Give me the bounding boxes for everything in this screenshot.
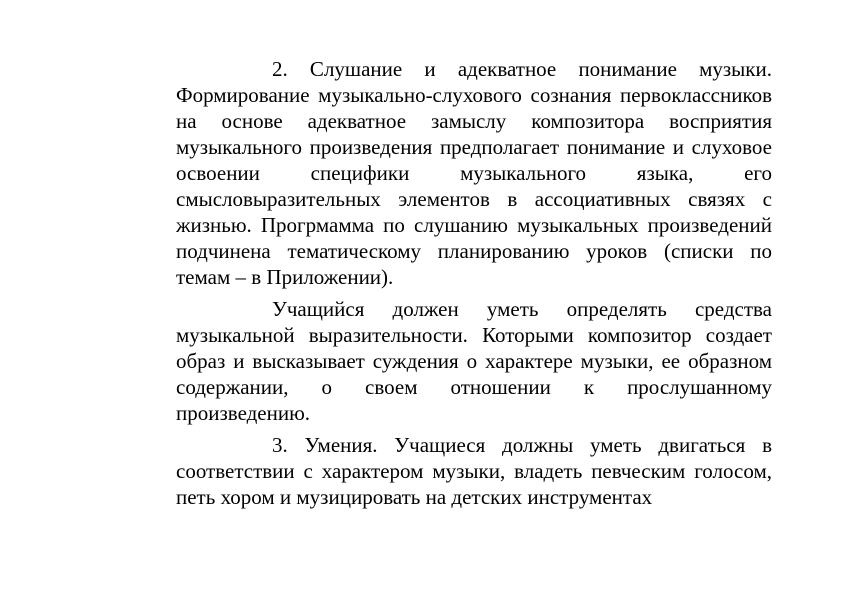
document-body [176,56,772,510]
paragraph-abilities: 3. Умения. Учащиеся должны уметь двигаться в соответствии с характером музыки, владеть певческим голосом, петь хором и музицировать на детских инструментах [176,433,772,509]
paragraph-listening: 2. Слушание и адекватное понимание музыки. Формирование музыкально-слухового сознания первоклассников на основе адекватное замыслу композитора восприятия музыкального произведения предполагает понимание и слуховое освоении специфики музыкального языка, его смысловыразительных элементов в ассоциативных связях с жизнью. Прогрмамма по слушанию музыкальных произведений подчинена тематическому планированию уроков (списки по темам – в Приложении). [176,57,772,289]
paragraph-student-skills: Учащийся должен уметь определять средства музыкальной выразительности. Которыми композитор создает образ и высказывает суждения о характере музыки, ее образном содержании, о своем отношении к прослушанному произведению. [176,297,772,425]
